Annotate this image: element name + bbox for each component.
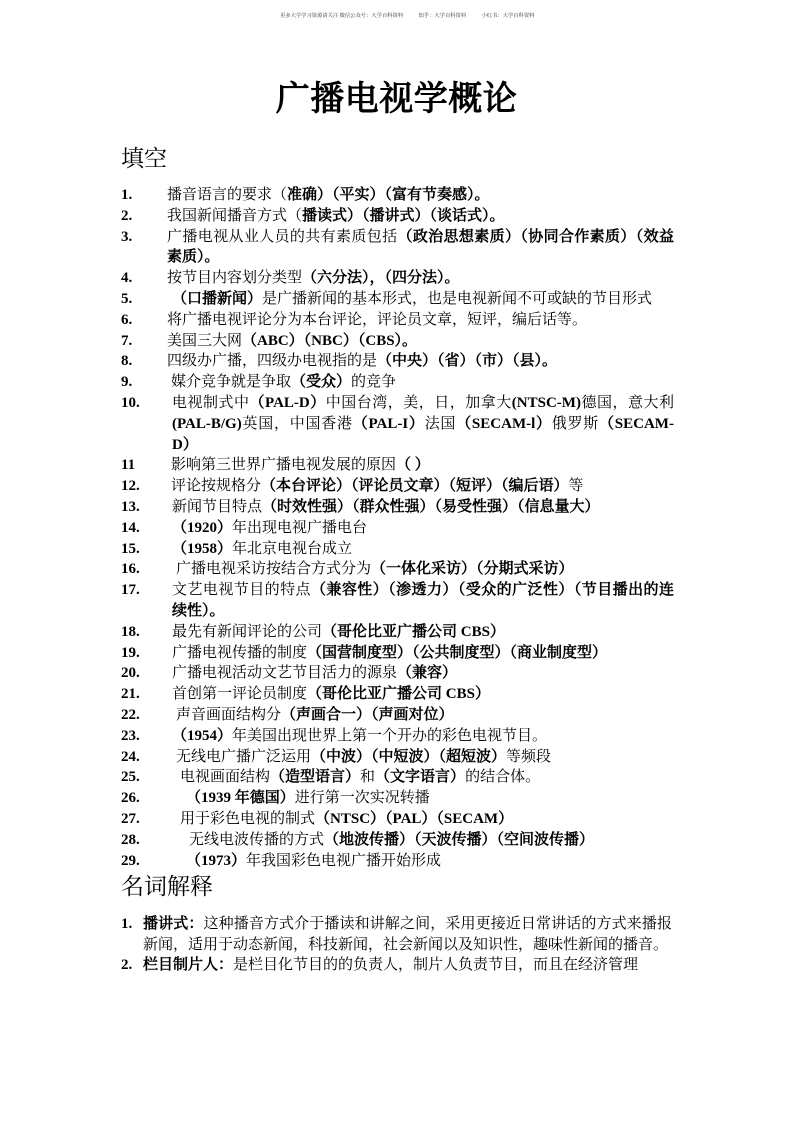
answer-text: （本台评论）（评论员文章）（短评）（编后语） [261,478,569,495]
answer-text: （1939 年德国） [186,790,295,807]
item-text [167,289,674,310]
fill-blank-item [121,705,674,726]
item-number: 16. [121,561,140,578]
fill-blank-item [121,851,674,872]
answer-text: （一体化采访）（分期式采访） [371,561,574,578]
item-text [167,663,674,684]
item-text [167,705,674,726]
question-text: 无线电广播广泛运用 [176,748,312,765]
question-text: 年我国彩色电视广播开始形成 [246,852,442,869]
item-number: 17. [121,582,140,599]
item-text [167,455,674,476]
question-text: 等频段 [506,748,552,765]
question-text: 广播电视活动文艺节目活力的源泉 [172,665,398,682]
item-text [143,955,672,976]
item-number: 23. [121,727,140,744]
question-text: 电视制式中 [172,394,250,411]
question-text: 四级办广播，四级办电视指的是 [167,353,378,370]
item-text [167,559,674,580]
answer-text: （1954） [172,727,233,744]
header-zhihu-note: 知乎：大学百科资料 [418,13,467,19]
question-text: 影响第三世界广播电视发展的原因 [171,457,397,474]
fill-blank-item [121,351,674,372]
question-text: 的竞争 [351,374,397,391]
answer-text: 栏目制片人： [143,957,234,974]
item-number: 24. [121,748,140,765]
item-number: 9. [121,374,133,391]
answer-text: （SECAM-l） [456,415,552,432]
item-text [167,580,674,622]
item-text [167,268,674,289]
question-text: 俄罗斯 [551,415,600,432]
item-text [167,788,674,809]
question-text: 美国三大网 [167,332,243,349]
question-text: 用于彩色电视的制式 [180,810,316,827]
item-number: 14. [121,519,140,536]
answer-text: （1958） [172,540,233,557]
answer-text: （ABC）（NBC）（CBS）。 [242,332,418,349]
fill-blank-item [121,539,674,560]
item-number: 12. [121,478,140,495]
item-number: 10. [121,394,140,411]
fill-blank-item [121,455,674,476]
item-number: 26. [121,790,140,807]
item-number: 4. [121,270,133,287]
answer-text: （声画合一）（声画对位） [281,706,454,723]
question-text: 德国，意大利 [580,394,674,411]
item-number: 21. [121,686,140,703]
answer-text: （哥伦比亚广播公司 CBS） [322,623,505,640]
question-text: 英国，中国香港 [241,415,353,432]
question-text: 文艺电视节目的特点 [172,582,311,599]
question-text: 我国新闻播音方式（ [167,207,303,224]
fill-blank-item [121,747,674,768]
answer-text: （PAL-I） [352,415,425,432]
item-number: 2. [121,207,133,224]
answer-text: （SECAM-D） [172,415,674,453]
answer-text: （ ） [396,457,430,474]
section-heading-fill-blank: 填空 [121,145,167,171]
item-number: 8. [121,353,133,370]
item-number: 1. [121,916,133,932]
answer-text: （哥伦比亚广播公司 CBS） [307,686,490,703]
answer-text: （地波传播）（天波传播）（空间波传播） [324,831,595,848]
fill-blank-item [121,559,674,580]
document-title: 广播电视学概论 [275,81,518,118]
answer-text: 播讲式： [143,916,204,932]
item-number: 19. [121,644,140,661]
fill-blank-item [121,310,674,331]
fill-blank-item [121,393,674,455]
fill-blank-item [121,788,674,809]
answer-text: （NTSC）（PAL）（SECAM） [315,810,514,827]
question-text: 等 [568,478,584,495]
item-text [167,684,674,705]
fill-blank-item [121,663,674,684]
item-text [167,622,674,643]
item-text [167,726,674,747]
question-text: 这种播音方式介于播读和讲解之间，采用更接近日常讲话的方式来播报新闻，适用于动态新闻，科技新闻，社会新闻以及知识性，趣味性新闻的播音。 [143,916,672,953]
question-text: 是广播新闻的基本形式，也是电视新闻不可或缺的节目形式 [262,290,653,307]
answer-text: （时效性强）（群众性强）（易受性强）（信息量大） [262,498,600,515]
item-text [167,830,674,851]
question-text: 将广播电视评论分为本台评论，评论员文章，短评，编后话等。 [167,311,588,328]
fill-blank-item [121,643,674,664]
fill-blank-item [121,809,674,830]
header-xiaohongshu-note: 小红书：大学百科资料 [481,13,535,19]
item-text [167,539,674,560]
answer-text: （PAL-D） [249,394,326,411]
item-text [167,851,674,872]
answer-text: （1920） [172,519,233,536]
item-number: 7. [121,332,133,349]
item-number: 3. [121,228,133,245]
question-text: 无线电波传播的方式 [189,831,325,848]
item-text [167,372,674,393]
answer-text: （口播新闻） [172,290,263,307]
answer-text: （兼容性）（渗透力）（受众的广泛性）（节目播出的连续性）。 [172,582,674,619]
header-wechat-note: 更多大学学习资源请关注 微信公众号：大学百科资料 [280,13,404,19]
question-text: 广播电视从业人员的共有素质包括 [167,228,398,245]
question-text: 的结合体。 [465,769,541,786]
answer-text: （中波）（中短波）（超短波） [311,748,507,765]
answer-text: （1973） [186,852,247,869]
question-text: 首创第一评论员制度 [172,686,308,703]
item-number: 6. [121,311,133,328]
item-text [167,206,674,227]
item-number: 5. [121,290,133,307]
answer-text: （政治思想素质）（协同合作素质）（效益素质）。 [167,228,674,266]
item-text [167,643,674,664]
answer-text: 播读式）（播讲式）（谈话式）。 [302,207,505,224]
question-text: 声音画面结构分 [176,706,282,723]
fill-blank-item [121,185,674,206]
fill-blank-item [121,331,674,352]
answer-text: (NTSC-M) [511,394,581,411]
item-number: 22. [121,706,140,723]
item-text [167,185,674,206]
fill-blank-item [121,497,674,518]
fill-blank-item [121,726,674,747]
fill-blank-item [121,289,674,310]
question-text: 播音语言的要求（ [167,187,288,203]
item-number: 11 [121,457,136,474]
question-text: 电视画面结构 [180,769,271,786]
fill-blank-item [121,227,674,269]
item-number: 25. [121,769,140,786]
item-text [167,227,674,269]
question-text: 最先有新闻评论的公司 [172,623,323,640]
fill-blank-item [121,476,674,497]
fill-blank-list [121,185,674,871]
item-text [143,914,672,955]
question-text: 年北京电视台成立 [232,540,353,557]
answer-text: 准确）（平实）（富有节奏感）。 [287,187,490,203]
fill-blank-item [121,206,674,227]
question-text: 法国 [424,415,457,432]
answer-text: （中央）（省）（市）（县）。 [377,353,558,370]
item-text [167,331,674,352]
question-text: 年美国出现世界上第一个开办的彩色电视节目。 [232,727,548,744]
answer-text: （受众） [291,374,352,391]
question-text: 广播电视采访按结合方式分为 [176,561,372,578]
definition-item [121,955,672,976]
question-text: 新闻节目特点 [172,498,263,515]
item-number: 20. [121,665,140,682]
item-number: 1. [121,187,133,203]
question-text: 媒介竞争就是争取 [171,374,292,391]
question-text: 是栏目化节目的的负责人，制片人负责节目，而且在经济管理 [233,957,639,974]
answer-text: （文字语言） [375,769,466,786]
page-header-note [280,12,580,20]
item-text [167,351,674,372]
item-number: 15. [121,540,140,557]
item-number: 18. [121,623,140,640]
definition-item [121,914,672,955]
answer-text: （国营制度型）（公共制度型）（商业制度型） [307,644,608,661]
answer-text: (PAL-B/G) [172,415,242,432]
item-number: 2. [121,957,133,974]
question-text: 按节目内容划分类型 [167,270,303,287]
item-text [167,747,674,768]
item-number: 13. [121,498,140,515]
item-text [167,809,674,830]
question-text: 广播电视传播的制度 [172,644,308,661]
question-text: 进行第一次实况转播 [294,790,430,807]
item-number: 29. [121,852,140,869]
item-number: 27. [121,810,140,827]
item-text [167,518,674,539]
fill-blank-item [121,767,674,788]
fill-blank-item [121,684,674,705]
fill-blank-item [121,622,674,643]
answer-text: （六分法），（四分法）。 [302,270,460,287]
item-text [167,476,674,497]
question-text: 和 [360,769,376,786]
fill-blank-item [121,830,674,851]
fill-blank-item [121,580,674,622]
question-text: 评论按规格分 [171,478,262,495]
fill-blank-item [121,268,674,289]
item-number: 28. [121,831,140,848]
question-text: 年出现电视广播电台 [232,519,368,536]
answer-text: （造型语言） [270,769,361,786]
fill-blank-item [121,372,674,393]
fill-blank-item [121,518,674,539]
section-heading-definitions: 名词解释 [121,873,213,899]
item-text [167,767,674,788]
definitions-list [121,914,672,976]
item-text [167,497,674,518]
item-text [167,310,674,331]
item-text [167,393,674,455]
question-text: 中国台湾，美，日，加拿大 [325,394,512,411]
answer-text: （兼容） [397,665,458,682]
